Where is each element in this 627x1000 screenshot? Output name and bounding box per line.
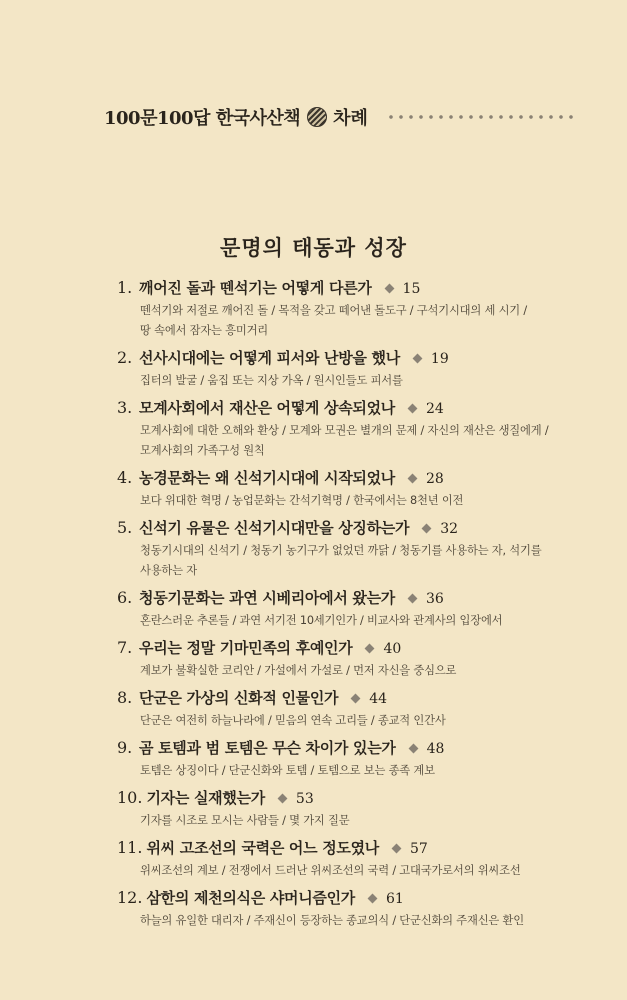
entry-subtopics (117, 371, 567, 391)
entry-page-number: 44 (369, 691, 388, 707)
entry-page-number: 57 (410, 841, 428, 857)
entry-subtopic-line: 모계사회에 대한 오해와 환상 / 모계와 모권은 별개의 문제 / 자신의 재산은 생질에게 / (140, 424, 549, 437)
toc-entry[interactable] (117, 884, 567, 931)
toc-entry-heading[interactable] (117, 344, 567, 371)
diamond-bullet-icon (422, 524, 432, 534)
toc-entry-heading[interactable] (117, 734, 567, 761)
entry-subtopics (117, 761, 567, 781)
toc-entry[interactable] (117, 394, 567, 461)
entry-subtopic-line: 하늘의 유일한 대리자 / 주재신이 등장하는 종교의식 / 단군신화의 주재신은 환인 (140, 914, 524, 927)
toc-entry-heading[interactable] (117, 274, 567, 301)
entry-title[interactable]: 농경문화는 왜 신석기시대에 시작되었나 (139, 469, 395, 487)
entry-subtopics (117, 911, 567, 931)
diamond-bullet-icon (351, 694, 361, 704)
diamond-bullet-icon (408, 594, 418, 604)
entry-title[interactable]: 깨어진 돌과 뗀석기는 어떻게 다른가 (139, 279, 372, 297)
toc-entry-heading[interactable] (117, 514, 567, 541)
entry-subtopic-line: 혼란스러운 추론들 / 과연 서기전 10세기인가 / 비교사와 관계사의 입장에서 (140, 614, 503, 627)
entry-page-number: 28 (426, 471, 444, 487)
toc-entry-heading[interactable] (117, 834, 567, 861)
entry-number: 10. (117, 788, 143, 807)
entry-page-number: 36 (426, 591, 444, 607)
toc-entry-heading[interactable] (117, 884, 567, 911)
entry-subtopic-line: 사용하는 자 (140, 564, 197, 577)
entry-number: 6. (117, 588, 133, 607)
toc-entry[interactable] (117, 734, 567, 781)
diamond-bullet-icon (277, 794, 287, 804)
entry-page-number: 48 (426, 741, 445, 757)
entry-title[interactable]: 우리는 정말 기마민족의 후예인가 (139, 639, 353, 657)
diamond-bullet-icon (408, 474, 418, 484)
diamond-bullet-icon (384, 284, 394, 294)
toc-entry-heading[interactable] (117, 394, 567, 421)
entry-page-number: 32 (440, 521, 459, 537)
section-title: 문명의 태동과 성장 (220, 236, 407, 260)
entry-title[interactable]: 위씨 고조선의 국력은 어느 정도였나 (146, 839, 379, 857)
entry-subtopics (117, 711, 567, 731)
entry-subtopic-line: 모계사회의 가족구성 원칙 (140, 444, 265, 457)
diamond-bullet-icon (368, 894, 378, 904)
toc-entry[interactable] (117, 584, 567, 631)
entry-subtopics (117, 611, 567, 631)
toc-entry[interactable] (117, 344, 567, 391)
toc-entry[interactable] (117, 274, 567, 341)
entry-number: 12. (117, 888, 143, 907)
entry-title[interactable]: 모계사회에서 재산은 어떻게 상속되었나 (139, 399, 395, 417)
toc-entry[interactable] (117, 684, 567, 731)
entry-subtopics (117, 861, 567, 881)
toc-entry[interactable] (117, 784, 567, 831)
entry-title[interactable]: 곰 토템과 범 토템은 무슨 차이가 있는가 (139, 739, 396, 757)
striped-circle-icon (307, 107, 327, 127)
entry-number: 3. (117, 398, 133, 417)
entry-page-number: 15 (402, 281, 421, 297)
entry-subtopic-line: 위씨조선의 계보 / 전쟁에서 드러난 위씨조선의 국력 / 고대국가로서의 위씨조선 (140, 864, 521, 877)
entry-title[interactable]: 삼한의 제천의식은 샤머니즘인가 (146, 889, 355, 907)
entry-subtopics (117, 661, 567, 681)
diamond-bullet-icon (365, 644, 375, 654)
toc-entry[interactable] (117, 464, 567, 511)
diamond-bullet-icon (412, 354, 422, 364)
toc-entry-heading[interactable] (117, 634, 567, 661)
entry-subtopic-line: 토템은 상징이다 / 단군신화와 토템 / 토템으로 보는 종족 계보 (140, 764, 435, 777)
running-header (104, 103, 574, 131)
diamond-bullet-icon (408, 404, 418, 414)
entry-subtopic-line: 청동기시대의 신석기 / 청동기 농기구가 없었던 까닭 / 청동기를 사용하는 자, 석기를 (140, 544, 542, 557)
entry-subtopic-line: 뗀석기와 저절로 깨어진 돌 / 목적을 갖고 떼어낸 돌도구 / 구석기시대의 세 시기 / (140, 304, 528, 317)
dotted-rule (386, 115, 574, 119)
entry-subtopic-line: 기자를 시조로 모시는 사람들 / 몇 가지 질문 (140, 814, 350, 827)
entry-subtopic-line: 단군은 여전히 하늘나라에 / 믿음의 연속 고리들 / 종교적 인간사 (140, 714, 446, 727)
entry-subtopics (117, 541, 567, 581)
entry-number: 2. (117, 348, 133, 367)
diamond-bullet-icon (392, 844, 402, 854)
entry-page-number: 53 (295, 791, 314, 807)
entry-number: 1. (117, 278, 133, 297)
entry-subtopics (117, 811, 567, 831)
entry-title[interactable]: 신석기 유물은 신석기시대만을 상징하는가 (139, 519, 410, 537)
toc-entry-heading[interactable] (117, 464, 567, 491)
table-of-contents (117, 274, 567, 934)
toc-entry-heading[interactable] (117, 684, 567, 711)
toc-entry-heading[interactable] (117, 584, 567, 611)
toc-entry[interactable] (117, 834, 567, 881)
entry-subtopics (117, 491, 567, 511)
entry-page-number: 40 (383, 641, 402, 657)
entry-subtopics (117, 421, 567, 461)
toc-entry[interactable] (117, 634, 567, 681)
entry-title[interactable]: 선사시대에는 어떻게 피서와 난방을 했나 (139, 349, 400, 367)
entry-page-number: 61 (385, 891, 404, 907)
diamond-bullet-icon (408, 744, 418, 754)
entry-title[interactable]: 청동기문화는 과연 시베리아에서 왔는가 (139, 589, 395, 607)
entry-number: 9. (117, 738, 133, 757)
entry-number: 7. (117, 638, 133, 657)
entry-number: 4. (117, 468, 133, 487)
book-title: 100문100답 한국사산책 (104, 108, 301, 129)
entry-subtopics (117, 301, 567, 341)
toc-entry-heading[interactable] (117, 784, 567, 811)
entry-subtopic-line: 계보가 불확실한 코리안 / 가설에서 가설로 / 먼저 자신을 중심으로 (140, 664, 457, 677)
entry-title[interactable]: 단군은 가상의 신화적 인물인가 (139, 689, 339, 707)
toc-entry[interactable] (117, 514, 567, 581)
entry-page-number: 24 (426, 401, 444, 417)
entry-title[interactable]: 기자는 실재했는가 (146, 789, 265, 807)
entry-number: 11. (117, 838, 143, 857)
entry-subtopic-line: 집터의 발굴 / 움집 또는 지상 가옥 / 원시인들도 피서를 (140, 374, 403, 387)
entry-page-number: 19 (430, 351, 449, 367)
entry-number: 8. (117, 688, 133, 707)
entry-subtopic-line: 땅 속에서 잠자는 흥미거리 (140, 324, 269, 337)
header-subtitle: 차례 (333, 108, 368, 129)
entry-number: 5. (117, 518, 133, 537)
entry-subtopic-line: 보다 위대한 혁명 / 농업문화는 간석기혁명 / 한국에서는 8천년 이전 (140, 494, 464, 507)
